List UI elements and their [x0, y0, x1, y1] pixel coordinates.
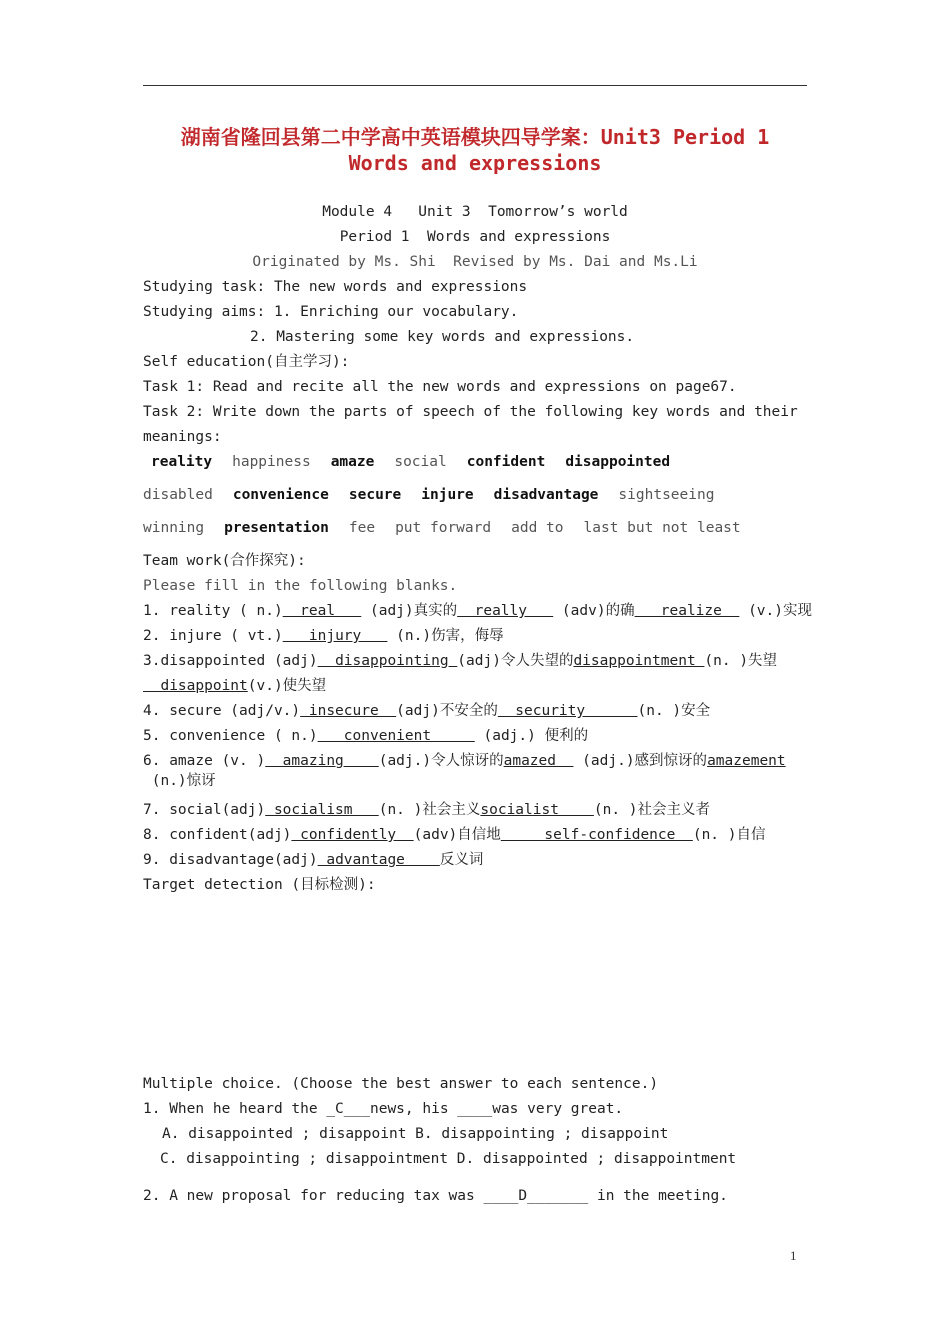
prompt-text: (adj)不安全的	[396, 703, 498, 719]
key-word: social	[394, 454, 447, 470]
answer-blank: confidently	[291, 827, 414, 843]
prompt-text: (n. )社会主义	[378, 802, 481, 818]
task-2-line1: Task 2: Write down the parts of speech of the following key words and their	[143, 404, 798, 420]
prompt-text: (n. )社会主义者	[593, 802, 711, 818]
key-word: secure	[348, 487, 402, 503]
key-word: amaze	[330, 454, 375, 470]
studying-aims-2: 2. Mastering some key words and expressions.	[250, 329, 635, 345]
self-education-heading: Self education(自主学习):	[143, 354, 350, 370]
question-text: ____D_______	[483, 1188, 589, 1204]
prompt-text: (v.)实现	[739, 603, 812, 619]
prompt-text: (n. )自信	[692, 827, 766, 843]
key-word: confident	[466, 454, 546, 470]
answer-blank: security	[497, 703, 638, 719]
prompt-text: (adj.)感到惊讶的	[573, 753, 708, 769]
fill-blank-item	[143, 601, 812, 621]
question-2	[143, 1186, 728, 1206]
prompt-text: (v.)使失望	[247, 678, 327, 694]
key-word: presentation	[224, 520, 329, 536]
page-title-line1: 湖南省隆回县第二中学高中英语模块四导学案：Unit3 Period 1	[180, 125, 770, 149]
origin-line: Originated by Ms. Shi Revised by Ms. Dai and Ms.Li	[252, 254, 698, 270]
answer-blank: socialist	[480, 802, 594, 818]
prompt-text: 2. injure ( vt.)	[143, 628, 283, 644]
answer-blank: disappointing	[317, 653, 458, 669]
module-line: Module 4 Unit 3 Tomorrow’s world	[322, 204, 628, 220]
prompt-text: (n.)惊讶	[143, 773, 216, 789]
page-number: 1	[790, 1248, 797, 1263]
answer-blank: advantage	[317, 852, 440, 868]
prompt-text: 3.disappointed (adj)	[143, 653, 318, 669]
key-word: convenience	[232, 487, 329, 503]
prompt-text: (adv)自信地	[413, 827, 501, 843]
fill-blank-item	[143, 701, 710, 721]
answer-blank: socialism	[265, 802, 379, 818]
prompt-text: 7. social(adj)	[143, 802, 266, 818]
question-text: news, his	[369, 1101, 458, 1117]
question-text: in the meeting.	[588, 1188, 728, 1204]
team-work-instruction: Please fill in the following blanks.	[143, 578, 458, 594]
task-1: Task 1: Read and recite all the new words and expressions on page67.	[143, 379, 737, 395]
fill-blank-item	[143, 825, 766, 845]
target-detection-heading: Target detection (目标检测):	[143, 877, 376, 893]
prompt-text: (adj)令人失望的	[457, 653, 574, 669]
question-text: 2. A new proposal for reducing tax was	[143, 1188, 484, 1204]
key-word: disabled	[143, 487, 213, 503]
period-line: Period 1 Words and expressions	[339, 229, 611, 245]
top-rule	[143, 85, 807, 86]
prompt-text: (n.)伤害，侮辱	[387, 628, 504, 644]
answer-blank: self-confidence	[500, 827, 693, 843]
answer-blank: disappointment	[573, 653, 705, 669]
task-2-line2: meanings:	[143, 429, 222, 445]
prompt-text: 5. convenience ( n.)	[143, 728, 318, 744]
question-1-options-cd: C. disappointing ; disappointment D. disappointed ; disappointment	[160, 1151, 737, 1167]
answer-blank: amazement	[707, 753, 786, 769]
question-1	[143, 1099, 623, 1119]
key-word: injure	[421, 487, 474, 503]
answer-blank: real	[282, 603, 362, 619]
answer-blank: amazed	[503, 753, 574, 769]
answer-blank: insecure	[300, 703, 397, 719]
prompt-text: (adj.) 便利的	[474, 728, 589, 744]
key-word: disappointed	[565, 454, 671, 470]
answer-blank: convenient	[317, 728, 475, 744]
question-text: was very great.	[492, 1101, 624, 1117]
question-1-options-ab: A. disappointed ; disappoint B. disappointing ; disappoint	[162, 1126, 669, 1142]
prompt-text: (n. )安全	[637, 703, 711, 719]
word-row-2	[143, 485, 807, 505]
page-title-line2: Words and expressions	[348, 151, 602, 175]
fill-blank-item	[143, 771, 216, 791]
prompt-text: (n. )失望	[704, 653, 778, 669]
key-word: last but not least	[583, 520, 741, 536]
prompt-text: (adj.)令人惊讶的	[378, 753, 504, 769]
prompt-text: 反义词	[439, 852, 484, 868]
studying-aims-1: Studying aims: 1. Enriching our vocabulary.	[143, 304, 519, 320]
key-word: winning	[143, 520, 205, 536]
studying-task: Studying task: The new words and expressions	[143, 279, 528, 295]
key-word: happiness	[232, 454, 311, 470]
question-text: 1. When he heard the	[143, 1101, 327, 1117]
answer-blank: really	[457, 603, 554, 619]
multiple-choice-heading: Multiple choice. (Choose the best answer to each sentence.)	[143, 1076, 659, 1092]
word-row-3	[143, 518, 807, 538]
answer-blank: disappoint	[143, 678, 248, 694]
key-word: add to	[511, 520, 564, 536]
key-word: disadvantage	[493, 487, 599, 503]
key-word: put forward	[395, 520, 492, 536]
prompt-text: 9. disadvantage(adj)	[143, 852, 318, 868]
fill-blank-item	[143, 726, 588, 746]
prompt-text: (adv)的确	[553, 603, 635, 619]
answer-blank: realize	[634, 603, 740, 619]
answer-blank: injury	[282, 628, 388, 644]
answer-blank: amazing	[265, 753, 379, 769]
fill-blank-item	[143, 651, 777, 671]
prompt-text: 1. reality ( n.)	[143, 603, 283, 619]
fill-blank-item	[143, 850, 483, 870]
team-work-heading: Team work(合作探究):	[143, 553, 306, 569]
key-word: reality	[151, 454, 213, 470]
key-word: sightseeing	[618, 487, 715, 503]
key-word: fee	[348, 520, 376, 536]
prompt-text: (adj)真实的	[361, 603, 458, 619]
prompt-text: 8. confident(adj)	[143, 827, 292, 843]
question-text: ____	[457, 1101, 493, 1117]
fill-blank-item	[143, 800, 710, 820]
fill-blank-item	[143, 676, 326, 696]
prompt-text: 6. amaze (v. )	[143, 753, 266, 769]
word-row-1	[151, 452, 815, 472]
question-text: _C___	[326, 1101, 370, 1117]
fill-blank-item	[143, 626, 504, 646]
prompt-text: 4. secure (adj/v.)	[143, 703, 301, 719]
fill-blank-item	[143, 751, 786, 771]
